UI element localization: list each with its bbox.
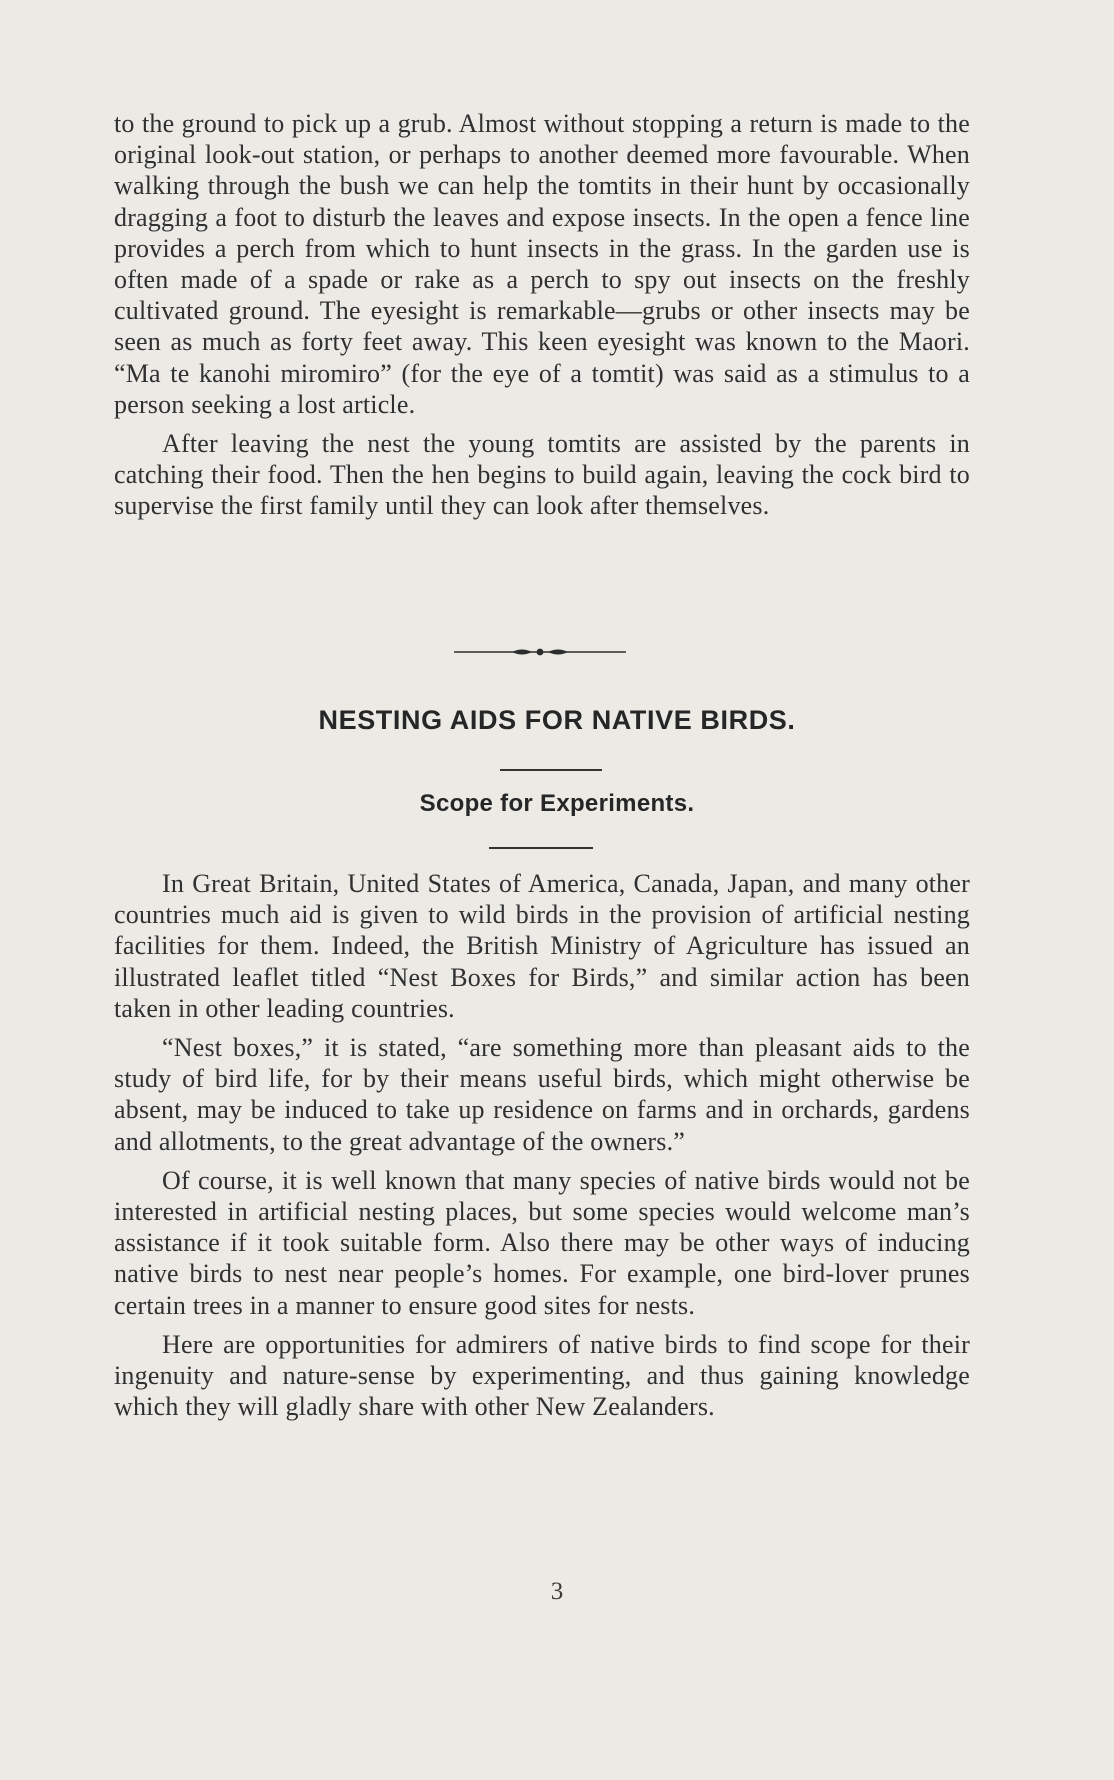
section-body <box>114 868 970 1430</box>
subtitle-underline-rule <box>489 847 593 849</box>
section-title: NESTING AIDS FOR NATIVE BIRDS. <box>318 705 796 735</box>
paragraph-young-tomtits: After leaving the nest the young tomtits are assisted by the parents in catching their food. Then the hen begins to build again, leaving the cock bird to supervise the first family until they can look after themselves. <box>114 429 970 521</box>
paragraph-native-species: Of course, it is well known that many species of native birds would not be interested in artificial nesting places, but some species would welcome man’s assistance if it took suitable form. Also there may be other ways of inducing native birds to nest near people’s homes. For example, one bird-lover prunes certain trees in a manner to ensure good sites for nests. <box>114 1165 970 1320</box>
page-number: 3 <box>550 1578 564 1605</box>
paragraph-opportunities: Here are opportunities for admirers of native birds to find scope for their ingenuity and nature-sense by experimenting, and thus gaining knowledge which they will gladly share with other New Zealanders. <box>114 1329 970 1422</box>
title-underline-rule <box>500 769 602 771</box>
section-subtitle: Scope for Experiments. <box>419 790 695 817</box>
paragraph-nest-boxes-quote: “Nest boxes,” it is stated, “are something more than pleasant aids to the study of bird life, for by their means useful birds, which might otherwise be absent, may be induced to take up residence on farms and in orchards, gardens and allotments, to the great advantage of the owners.” <box>114 1033 970 1156</box>
ornament-divider-icon <box>454 644 626 660</box>
paragraph-other-countries: In Great Britain, United States of America, Canada, Japan, and many other countries much aid is given to wild birds in the provision of artificial nesting facilities for them. Indeed, the British Ministry of Agriculture has issued an illustrated leaflet titled “Nest Boxes for Birds,” and similar action has been taken in other leading countries. <box>114 869 970 1023</box>
paragraph-tomtit-hunting: to the ground to pick up a grub. Almost without stopping a return is made to the original look-out station, or perhaps to another deemed more favourable. When walking through the bush we can help the tomtits in their hunt by occasionally dragging a foot to disturb the leaves and expose insects. In the open a fence line provides a perch from which to hunt insects in the grass. In the garden use is often made of a spade or rake as a perch to spy out insects on the freshly cultivated ground. The eyesight is remarkable—grubs or other insects may be seen as much as forty feet away. This keen eyesight was known to the Maori. “Ma te kanohi miromiro” (for the eye of a tomtit) was said as a stimulus to a person seeking a lost article. <box>114 109 970 419</box>
upper-text-block <box>114 108 970 530</box>
